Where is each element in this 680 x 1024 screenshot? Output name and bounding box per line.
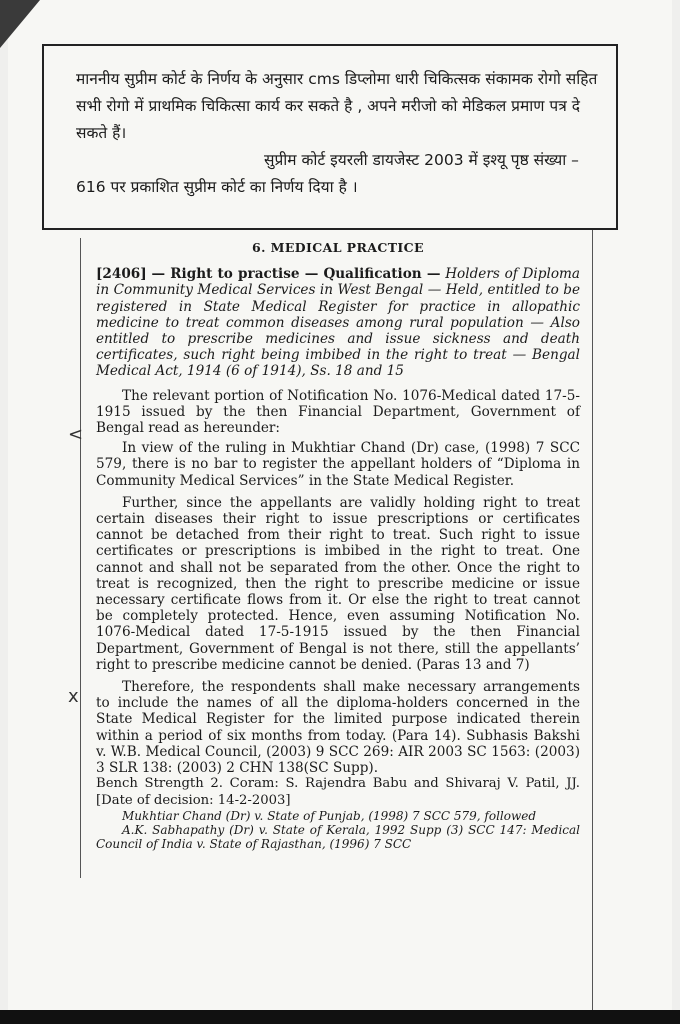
margin-rule-right xyxy=(592,230,593,1010)
margin-mark-arrow: < xyxy=(68,424,84,445)
folded-corner xyxy=(0,0,40,48)
citation-referred: A.K. Sabhapathy (Dr) v. State of Kerala, 1992 Supp (3) SCC 147: Medical Council of India v. State of Rajasthan, (1996) 7 SCC xyxy=(96,822,580,851)
quote-paragraph-1: In view of the ruling in Mukhtiar Chand (Dr) case, (1998) 7 SCC 579, there is no bar to register the appellant holders of “Diploma in Community Medical Services” in the State Medical Register. xyxy=(96,440,580,489)
headnote xyxy=(96,266,580,379)
law-report-article xyxy=(96,240,580,851)
notice-body: माननीय सुप्रीम कोर्ट के निर्णय के अनुसार cms डिप्लोमा धारी चिकित्सक संकामक रोगो सहित सभी रोगो में प्राथमिक चिकित्सा कार्य कर सकते है , अपने मरीजो को मेडिकल प्रमाण पत्र दे सकते हैं। xyxy=(76,70,598,142)
headnote-text: Holders of Diploma in Community Medical Services in West Bengal — Held, entitled to be registered in State Medical Register for practice in allopathic medicine to treat common diseases among rural population — Also entitled to prescribe medicines and issue sickness and death certificates, such right being imbibed in the right to treat — Bengal Medical Act, 1914 (6 of 1914), Ss. 18 and 15 xyxy=(96,266,581,380)
case-number: [2406] xyxy=(96,266,147,283)
case-subject: — Right to practise — Qualification — xyxy=(151,266,441,283)
paragraph-notification: The relevant portion of Notification No. 1076-Medical dated 17-5-1915 issued by the then Financial Department, Government of Bengal read as hereunder: xyxy=(96,387,580,437)
bench-strength: Bench Strength 2. Coram: S. Rajendra Babu and Shivaraj V. Patil, JJ. [Date of decision: 14-2-2003] xyxy=(96,776,580,808)
margin-rule-left xyxy=(80,238,81,878)
hindi-notice-box xyxy=(42,44,618,230)
quote-paragraph-2: Further, since the appellants are validly holding right to treat certain diseases their right to issue prescriptions or certificates cannot be detached from their right to treat. Such right to issue certificates or prescriptions is imbibed in the right to treat. One cannot and shall not be separated from the other. Once the right to treat is recognized, then the right to prescribe medicine or issue necessary certificate flows from it. Or else the right to treat cannot be completely protected. Hence, even assuming Notification No. 1076-Medical dated 17-5-1915 issued by the then Financial Department, Government of Bengal is not there, still the appellants’ right to prescribe medicine cannot be denied. (Paras 13 and 7) xyxy=(96,494,580,673)
paragraph-directions: Therefore, the respondents shall make necessary arrangements to include the names of all the diploma-holders concerned in the State Medical Register for the limited purpose indicated therein within a period of six months from today. (Para 14). Subhasis Bakshi v. W.B. Medical Council, (2003) 9 SCC 269: AIR 2003 SC 1563: (2003) 3 SLR 138: (2003) 2 CHN 138(SC Supp). xyxy=(96,679,580,777)
notice-source: सुप्रीम कोर्ट इयरली डायजेस्ट 2003 में इश्यू पृष्ठ संख्या –616 पर प्रकाशित सुप्रीम कोर्ट का निर्णय दिया है । xyxy=(76,151,579,196)
scan-bottom-edge xyxy=(0,1010,680,1024)
citation-followed: Mukhtiar Chand (Dr) v. State of Punjab, (1998) 7 SCC 579, followed xyxy=(122,808,537,823)
margin-mark-cross: x xyxy=(68,686,79,707)
section-title: 6. MEDICAL PRACTICE xyxy=(252,240,424,255)
